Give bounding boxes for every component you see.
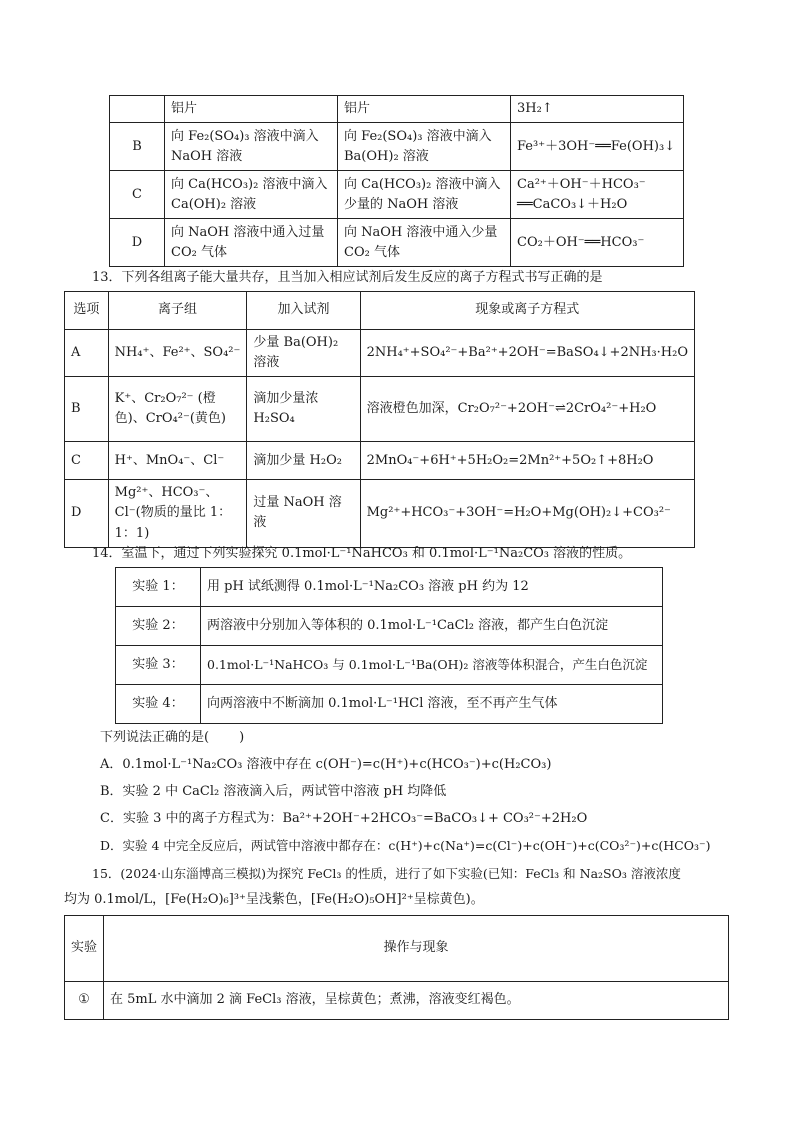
experiment-name: 实验 4： [116, 685, 201, 724]
equation-cell: Mg²⁺+HCO₃⁻+3OH⁻=H₂O+Mg(OH)₂↓+CO₃²⁻ [360, 480, 694, 547]
prompt-text: 下列说法正确的是( [100, 730, 210, 745]
question-15-table [64, 915, 729, 1020]
question-14-stem: 14．室温下，通过下列实验探究 0.1mol·L⁻¹NaHCO₃ 和 0.1mol·L⁻¹Na₂CO₃ 溶液的性质。 [92, 546, 632, 561]
table-row [116, 685, 663, 724]
table-row [116, 607, 663, 646]
option-cell: A [65, 330, 109, 377]
option-cell: D [65, 480, 109, 547]
reagent-cell: 少量 Ba(OH)₂ 溶液 [247, 330, 360, 377]
reagent-cell: 过量 NaOH 溶液 [247, 480, 360, 547]
experiment-desc: 0.1mol·L⁻¹NaHCO₃ 与 0.1mol·L⁻¹Ba(OH)₂ 溶液等体积混合，产生白色沉淀 [201, 646, 663, 685]
table-header-cell: 实验 [65, 916, 104, 982]
question-15-stem-line1: 15．(2024·山东淄博高三模拟)为探究 FeCl₃ 的性质，进行了如下实验(已知：FeCl₃ 和 Na₂SO₃ 溶液浓度 [92, 866, 681, 881]
experiment-desc: 用 pH 试纸测得 0.1mol·L⁻¹Na₂CO₃ 溶液 pH 约为 12 [201, 568, 663, 607]
option-a: A．0.1mol·L⁻¹Na₂CO₃ 溶液中存在 c(OH⁻)=c(H⁺)+c(HCO₃⁻)+c(H₂CO₃) [100, 757, 552, 772]
experiment-name: 实验 3： [116, 646, 201, 685]
table-cell: CO₂＋OH⁻══HCO₃⁻ [511, 219, 684, 267]
table-header-cell: 现象或离子方程式 [360, 292, 694, 330]
experiment-desc: 在 5mL 水中滴加 2 滴 FeCl₃ 溶液，呈棕黄色；煮沸，溶液变红褐色。 [104, 982, 729, 1020]
table-cell: 向 NaOH 溶液中通入少量 CO₂ 气体 [338, 219, 511, 267]
table-cell: C [110, 171, 165, 219]
experiment-number: ① [65, 982, 104, 1020]
table-header-cell: 操作与现象 [104, 916, 729, 982]
table-row [116, 646, 663, 685]
option-cell: C [65, 442, 109, 480]
option-b: B．实验 2 中 CaCl₂ 溶液滴入后，两试管中溶液 pH 均降低 [100, 784, 447, 799]
question-14-prompt [100, 728, 244, 748]
table-row [65, 377, 695, 442]
experiment-name: 实验 1： [116, 568, 201, 607]
table-cell: B [110, 123, 165, 171]
table-cell: Fe³⁺＋3OH⁻══Fe(OH)₃↓ [511, 123, 684, 171]
ions-cell: NH₄⁺、Fe²⁺、SO₄²⁻ [108, 330, 247, 377]
ions-cell: K⁺、Cr₂O₇²⁻ (橙色)、CrO₄²⁻(黄色) [108, 377, 247, 442]
reagent-cell: 滴加少量 H₂O₂ [247, 442, 360, 480]
table-cell: 铝片 [165, 96, 338, 123]
table-cell: 向 Fe₂(SO₄)₃ 溶液中滴入 Ba(OH)₂ 溶液 [338, 123, 511, 171]
table-row [65, 982, 729, 1020]
question-14-experiments-table [115, 567, 663, 724]
ions-cell: H⁺、MnO₄⁻、Cl⁻ [108, 442, 247, 480]
question-13-stem: 13．下列各组离子能大量共存，且当加入相应试剂后发生反应的离子方程式书写正确的是 [92, 270, 603, 285]
experiment-desc: 两溶液中分别加入等体积的 0.1mol·L⁻¹CaCl₂ 溶液，都产生白色沉淀 [201, 607, 663, 646]
table-header-cell: 选项 [65, 292, 109, 330]
table-cell: 3H₂↑ [511, 96, 684, 123]
equation-cell: 2NH₄⁺+SO₄²⁻+Ba²⁺+2OH⁻=BaSO₄↓+2NH₃·H₂O [360, 330, 694, 377]
experiment-desc: 向两溶液中不断滴加 0.1mol·L⁻¹HCl 溶液，至不再产生气体 [201, 685, 663, 724]
prompt-close: ) [239, 730, 245, 745]
reagent-cell: 滴加少量浓 H₂SO₄ [247, 377, 360, 442]
table-row [65, 442, 695, 480]
table-cell: 向 NaOH 溶液中通入过量 CO₂ 气体 [165, 219, 338, 267]
continuation-table [109, 95, 684, 267]
table-cell: D [110, 219, 165, 267]
equation-cell: 2MnO₄⁻+6H⁺+5H₂O₂=2Mn²⁺+5O₂↑+8H₂O [360, 442, 694, 480]
table-header-cell: 离子组 [108, 292, 247, 330]
table-row [65, 330, 695, 377]
table-row [65, 480, 695, 547]
option-cell: B [65, 377, 109, 442]
table-header-row [65, 916, 729, 982]
table-cell: 铝片 [338, 96, 511, 123]
table-header-row [65, 292, 695, 330]
table-row [116, 568, 663, 607]
table-row [110, 219, 684, 267]
ions-cell: Mg²⁺、HCO₃⁻、Cl⁻(物质的量比 1：1：1) [108, 480, 247, 547]
option-d: D．实验 4 中完全反应后，两试管中溶液中都存在：c(H⁺)+c(Na⁺)=c(Cl⁻)+c(OH⁻)+c(CO₃²⁻)+c(HCO₃⁻) [100, 838, 711, 853]
experiment-name: 实验 2： [116, 607, 201, 646]
question-15-stem-line2: 均为 0.1mol/L，[Fe(H₂O)₆]³⁺呈浅紫色，[Fe(H₂O)₅OH]²⁺呈棕黄色)。 [64, 892, 484, 907]
table-row [110, 123, 684, 171]
table-row [110, 171, 684, 219]
table-cell [110, 96, 165, 123]
table-row [110, 96, 684, 123]
option-c: C．实验 3 中的离子方程式为：Ba²⁺+2OH⁻+2HCO₃⁻=BaCO₃↓+ CO₃²⁻+2H₂O [100, 811, 588, 826]
table-cell: 向 Fe₂(SO₄)₃ 溶液中滴入 NaOH 溶液 [165, 123, 338, 171]
table-cell: Ca²⁺＋OH⁻＋HCO₃⁻ ══CaCO₃↓＋H₂O [511, 171, 684, 219]
question-13-table [64, 291, 695, 548]
table-cell: 向 Ca(HCO₃)₂ 溶液中滴入少量的 NaOH 溶液 [338, 171, 511, 219]
table-header-cell: 加入试剂 [247, 292, 360, 330]
table-cell: 向 Ca(HCO₃)₂ 溶液中滴入 Ca(OH)₂ 溶液 [165, 171, 338, 219]
equation-cell: 溶液橙色加深，Cr₂O₇²⁻+2OH⁻⇌2CrO₄²⁻+H₂O [360, 377, 694, 442]
